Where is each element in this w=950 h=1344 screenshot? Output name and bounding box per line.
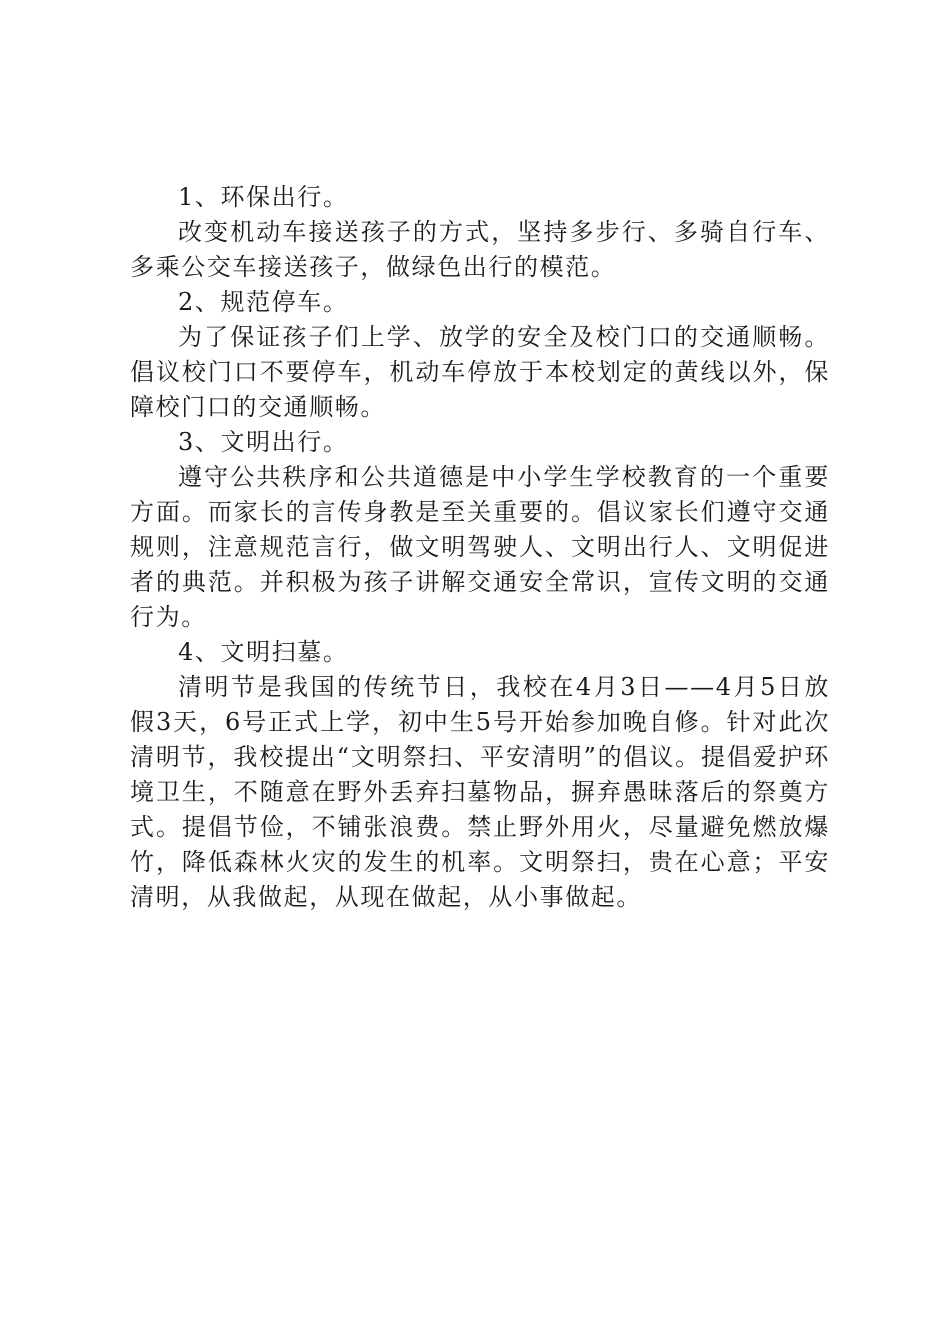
section-body-4: 清明节是我国的传统节日，我校在4月3日——4月5日放假3天，6号正式上学，初中生5号开始参加晚自修。针对此次清明节，我校提出“文明祭扫、平安清明”的倡议。提倡爱护环境卫生，不随意在野外丢弃扫墓物品，摒弃愚昧落后的祭奠方式。提倡节俭，不铺张浪费。禁止野外用火，尽量避免燃放爆竹，降低森林火灾的发生的机率。文明祭扫，贵在心意；平安清明，从我做起，从现在做起，从小事做起。 xyxy=(130,673,830,911)
section-body-1: 改变机动车接送孩子的方式，坚持多步行、多骑自行车、多乘公交车接送孩子，做绿色出行的模范。 xyxy=(130,218,830,281)
document-body xyxy=(130,180,830,915)
section-heading-4: 4、文明扫墓。 xyxy=(178,638,349,666)
section-body-3: 遵守公共秩序和公共道德是中小学生学校教育的一个重要方面。而家长的言传身教是至关重要的。倡议家长们遵守交通规则，注意规范言行，做文明驾驶人、文明出行人、文明促进者的典范。并积极为孩子讲解交通安全常识，宣传文明的交通行为。 xyxy=(130,463,830,631)
section-heading-3: 3、文明出行。 xyxy=(178,428,349,456)
section-heading-2: 2、规范停车。 xyxy=(178,288,349,316)
section-heading-1: 1、环保出行。 xyxy=(178,183,349,211)
section-body-2: 为了保证孩子们上学、放学的安全及校门口的交通顺畅。倡议校门口不要停车，机动车停放于本校划定的黄线以外，保障校门口的交通顺畅。 xyxy=(130,323,830,421)
